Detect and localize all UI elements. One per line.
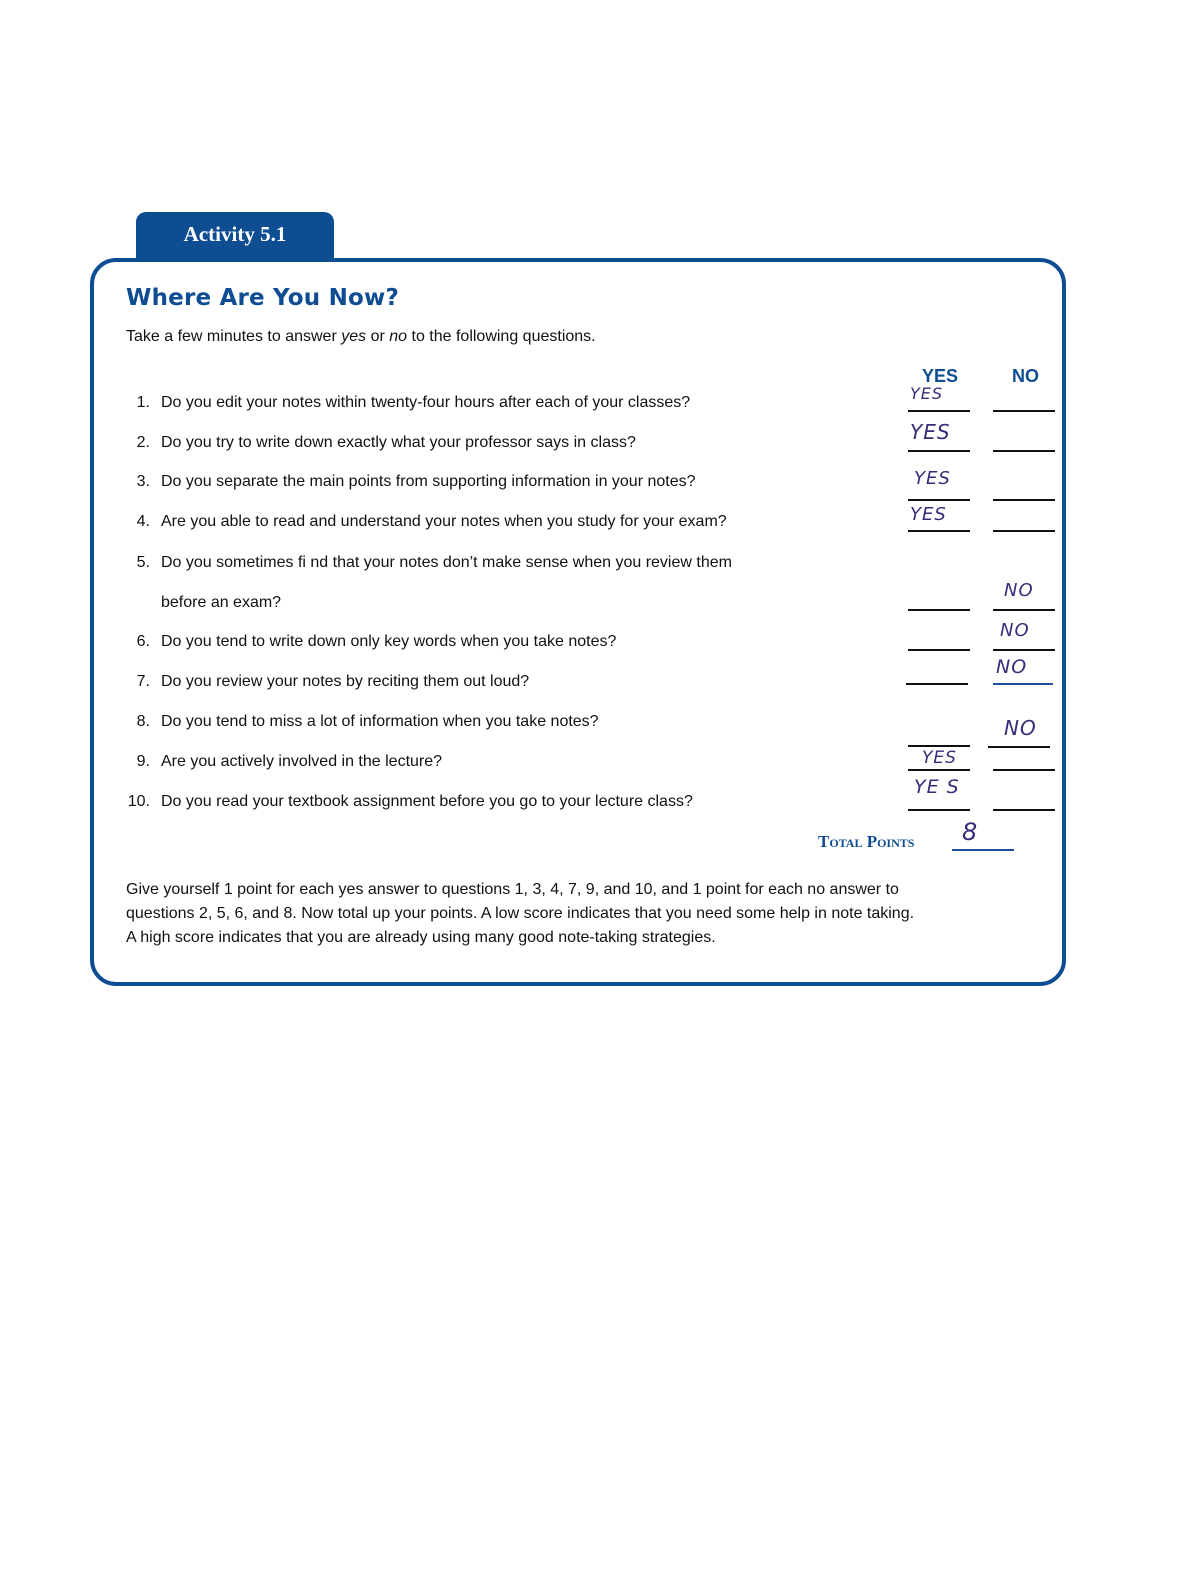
yes-answer-line (908, 410, 970, 412)
intro-text (126, 328, 596, 346)
instruction-line: questions 2, 5, 6, and 8. Now total up your points. A low score indicates that you need some help in note taking. (126, 905, 915, 922)
question-text: Do you try to write down exactly what your professor says in class? (161, 434, 636, 451)
yes-answer-line (908, 450, 970, 452)
question-number: 9. (136, 753, 150, 770)
no-answer-line (993, 410, 1055, 412)
handwritten-answer: YES (910, 504, 947, 525)
intro-after: to the following questions. (407, 328, 596, 345)
handwritten-answer: YE S (914, 776, 960, 798)
handwritten-answer: YES (910, 384, 944, 403)
no-answer-line (993, 769, 1055, 771)
activity-tab-label: Activity 5.1 (183, 222, 287, 246)
question-number: 10. (127, 793, 150, 810)
no-answer-line (993, 649, 1055, 651)
intro-yes: yes (341, 328, 367, 345)
total-points-label: Total Points (818, 832, 915, 851)
no-answer-line (993, 450, 1055, 452)
yes-answer-line (908, 809, 970, 811)
question-number: 8. (136, 713, 150, 730)
question-text: Are you actively involved in the lecture? (161, 753, 443, 770)
yes-answer-line (908, 530, 970, 532)
page-title: Where Are You Now? (126, 285, 400, 311)
question-number: 4. (136, 513, 150, 530)
question-text: Do you sometimes fi nd that your notes don’t make sense when you review them (161, 554, 732, 571)
question-text: Do you edit your notes within twenty-four hours after each of your classes? (161, 394, 691, 411)
question-text: Do you tend to write down only key words when you take notes? (161, 633, 617, 650)
question-text: Do you read your textbook assignment before you go to your lecture class? (161, 793, 693, 810)
no-answer-line (993, 683, 1053, 685)
instruction-line: Give yourself 1 point for each yes answer to questions 1, 3, 4, 7, 9, and 10, and 1 point for each no answer to (126, 881, 899, 898)
handwritten-answer: YES (922, 748, 957, 768)
yes-answer-line (908, 609, 970, 611)
handwritten-answer: YES (910, 420, 951, 444)
yes-answer-line (906, 683, 968, 685)
instruction-line: A high score indicates that you are already using many good note-taking strategies. (126, 929, 716, 946)
question-text: Are you able to read and understand your notes when you study for your exam? (161, 513, 727, 530)
no-column-header: NO (1012, 366, 1039, 386)
intro-before: Take a few minutes to answer (126, 328, 342, 345)
handwritten-answer: NO (1004, 580, 1034, 601)
question-number: 1. (136, 394, 150, 411)
question-text: Do you tend to miss a lot of information when you take notes? (161, 713, 599, 730)
no-answer-line (993, 530, 1055, 532)
total-points-value: 8 (962, 818, 978, 846)
activity-tab (136, 212, 334, 260)
question-number: 6. (136, 633, 150, 650)
no-answer-line (993, 609, 1055, 611)
no-answer-line (988, 746, 1050, 748)
question-text-continued: before an exam? (161, 594, 282, 611)
question-number: 7. (136, 673, 150, 690)
yes-answer-line (908, 769, 970, 771)
yes-answer-line (908, 745, 970, 747)
question-text: Do you review your notes by reciting them out loud? (161, 673, 530, 690)
yes-answer-line (908, 499, 970, 501)
intro-middle: or (366, 328, 390, 345)
handwritten-answer: NO (1004, 716, 1037, 740)
handwritten-answer: NO (996, 656, 1028, 678)
question-text: Do you separate the main points from supporting information in your notes? (161, 473, 696, 490)
handwritten-answer: YES (914, 468, 951, 489)
activity-card (90, 258, 1066, 986)
total-points-line (952, 849, 1014, 851)
question-number: 2. (136, 434, 150, 451)
intro-no: no (389, 328, 408, 345)
yes-column-header: YES (922, 366, 959, 386)
no-answer-line (993, 499, 1055, 501)
yes-answer-line (908, 649, 970, 651)
no-answer-line (993, 809, 1055, 811)
scoring-instructions (126, 878, 1006, 950)
question-number: 5. (136, 554, 150, 571)
question-number: 3. (136, 473, 150, 490)
handwritten-answer: NO (1000, 620, 1030, 641)
